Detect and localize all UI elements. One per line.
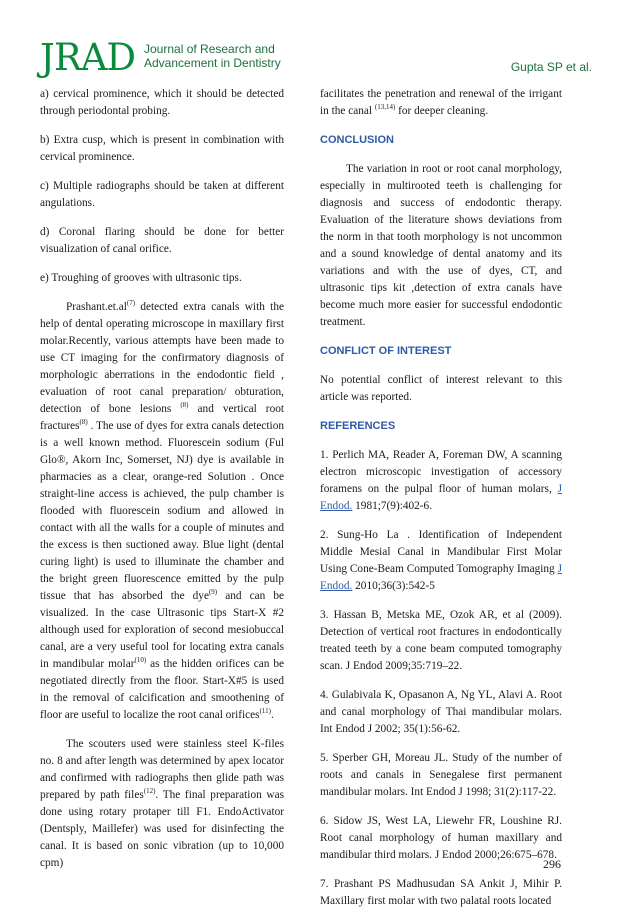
reference-item: 6. Sidow JS, West LA, Liewehr FR, Loushine RJ. Root canal morphology of human maxillary and mandibular third molars. J Endod 2000;26:675–678. <box>320 815 562 861</box>
text-run: The scouters used were stainless steel K-files no. 8 and after length was determined by apex locator and confirmed with radiographs then glide path was prepared by path files <box>40 738 284 801</box>
jrad-logo: JRAD <box>40 36 136 79</box>
text-run: . The use of dyes for extra canals detection is a well known method. Fluorescein sodium (Ful Glo®, Akorn Inc, Somerset, NJ) dye is available in pharmacies as a clear, orange-red Solution . Once straight-line access is achieved, the pulp chamber is flooded with fluorescein sodium and allowed in contact with all the walls for a couple of minutes and the excess is then suctioned away. Blue light (dental curing light) is used to illuminate the chamber and the bright green fluorescence emitted by the pulp tissue that has absorbed the dye <box>40 420 284 602</box>
journal-name-line1: Journal of Research and <box>144 42 275 56</box>
journal-header <box>40 38 592 82</box>
reference-text: 2010;36(3):542-5 <box>352 580 435 592</box>
reference-text: 1981;7(9):402-6. <box>352 500 433 512</box>
citation-ref: (7) <box>126 299 136 308</box>
list-item-a: a) cervical prominence, which it should be detected through periodontal probing. <box>40 88 284 117</box>
citation-ref: (8) <box>79 418 88 427</box>
reference-item <box>320 447 562 515</box>
citation-ref: (11) <box>259 707 271 716</box>
text-run: Prashant.et.al <box>66 301 127 313</box>
page-number: 296 <box>543 857 561 871</box>
body-paragraph <box>320 86 562 120</box>
reference-item: 3. Hassan B, Metska ME, Ozok AR, et al (2009). Detection of vertical root fractures in endodontically treated teeth by a cone beam computed tomography scan. J Endod 2009;35:719–22. <box>320 609 562 672</box>
text-run: . <box>270 709 274 721</box>
reference-item <box>320 527 562 595</box>
reference-item: 7. Prashant PS Madhusudan SA Ankit J, Mihir P. Maxillary first molar with two palatal roots located <box>320 878 562 907</box>
list-item-e: e) Troughing of grooves with ultrasonic tips. <box>40 272 242 284</box>
journal-name-line2: Advancement in Dentistry <box>144 56 281 70</box>
citation-ref: (13,14) <box>374 103 396 112</box>
journal-link[interactable]: J Endod. <box>320 563 562 592</box>
citation-ref: (9) <box>208 588 218 597</box>
text-run: facilitates the penetration and renewal of the irrigant in the canal <box>320 88 562 117</box>
reference-item: 5. Sperber GH, Moreau JL. Study of the number of roots and canals in Senegalese first permanent mandibular molars. Int Endod J 1998; 31(2):117-22. <box>320 752 562 798</box>
journal-name <box>144 42 281 70</box>
reference-text: 1. Perlich MA, Reader A, Foreman DW, A scanning electron microscopic investigation of accessory foramens on the pulpal floor of human molars, <box>320 449 562 495</box>
conclusion-heading: CONCLUSION <box>320 134 394 146</box>
text-run: for deeper cleaning. <box>395 105 489 117</box>
list-item-c: c) Multiple radiographs should be taken at different angulations. <box>40 180 284 209</box>
reference-text: 2. Sung-Ho La . Identification of Independent Middle Mesial Canal in Mandibular First Molar Using Cone-Beam Computed Tomography Imaging <box>320 529 562 575</box>
list-item-d: d) Coronal flaring should be done for better visualization of canal orifice. <box>40 226 284 255</box>
conflict-paragraph: No potential conflict of interest relevant to this article was reported. <box>320 374 562 403</box>
conclusion-paragraph: The variation in root or root canal morphology, especially in multirooted teeth is challenging for diagnosis and success of endodontic therapy. Evaluation of the literature shows deviations from the norm in that tooth morphology is not uncommon and a sound knowledge of dental anatomy and its variations and with the use of dyes, CT, and ultrasonic tips kit ,detection of extra canals have become much more easier for successful endodontic treatment. <box>320 163 562 328</box>
text-run: and vertical root fractures <box>40 403 284 432</box>
text-run: . The final preparation was done using rotary protaper till F1. EndoActivator (Dentsply, Maillefer) was used for disinfecting the canal. It is based on sonic vibration (up to 10,000 cpm) <box>40 789 284 869</box>
right-column <box>320 86 562 922</box>
left-column <box>40 86 284 884</box>
reference-item: 4. Gulabivala K, Opasanon A, Ng YL, Alavi A. Root and canal morphology of Thai mandibular molars. Int Endod J 2002; 35(1):56-62. <box>320 689 562 735</box>
running-authors: Gupta SP et al. <box>510 60 592 74</box>
body-paragraph <box>40 736 284 872</box>
citation-ref: (12) <box>143 787 156 796</box>
text-run: detected extra canals with the help of dental operating microscope in maxillary first molar.Recently, various attempts have been made to use CT imaging for the confirmatory diagnosis of morphologic aberrations in the endodontic field , evaluation of root canal preparation/ obturation, detection of bone lesions <box>40 301 284 415</box>
journal-link[interactable]: J Endod. <box>320 483 562 512</box>
body-paragraph <box>40 299 284 724</box>
citation-ref: (8) <box>180 401 189 410</box>
list-item-b: b) Extra cusp, which is present in combination with cervical prominence. <box>40 134 284 163</box>
references-heading: REFERENCES <box>320 420 396 432</box>
citation-ref: (10) <box>134 656 147 665</box>
conflict-heading: CONFLICT OF INTEREST <box>320 345 452 357</box>
text-run: and can be visualized. In the case Ultrasonic tips Start-X #2 although used for exploration of second mesiobuccal canal, are a very useful tool for locating extra canals in mandibular molar <box>40 590 284 670</box>
text-run: as the hidden orifices can be negotiated directly from the floor. Start-X#5 is used in the removal of calcification and smoothening of floor are useful to localize the root canal orifices <box>40 658 284 721</box>
